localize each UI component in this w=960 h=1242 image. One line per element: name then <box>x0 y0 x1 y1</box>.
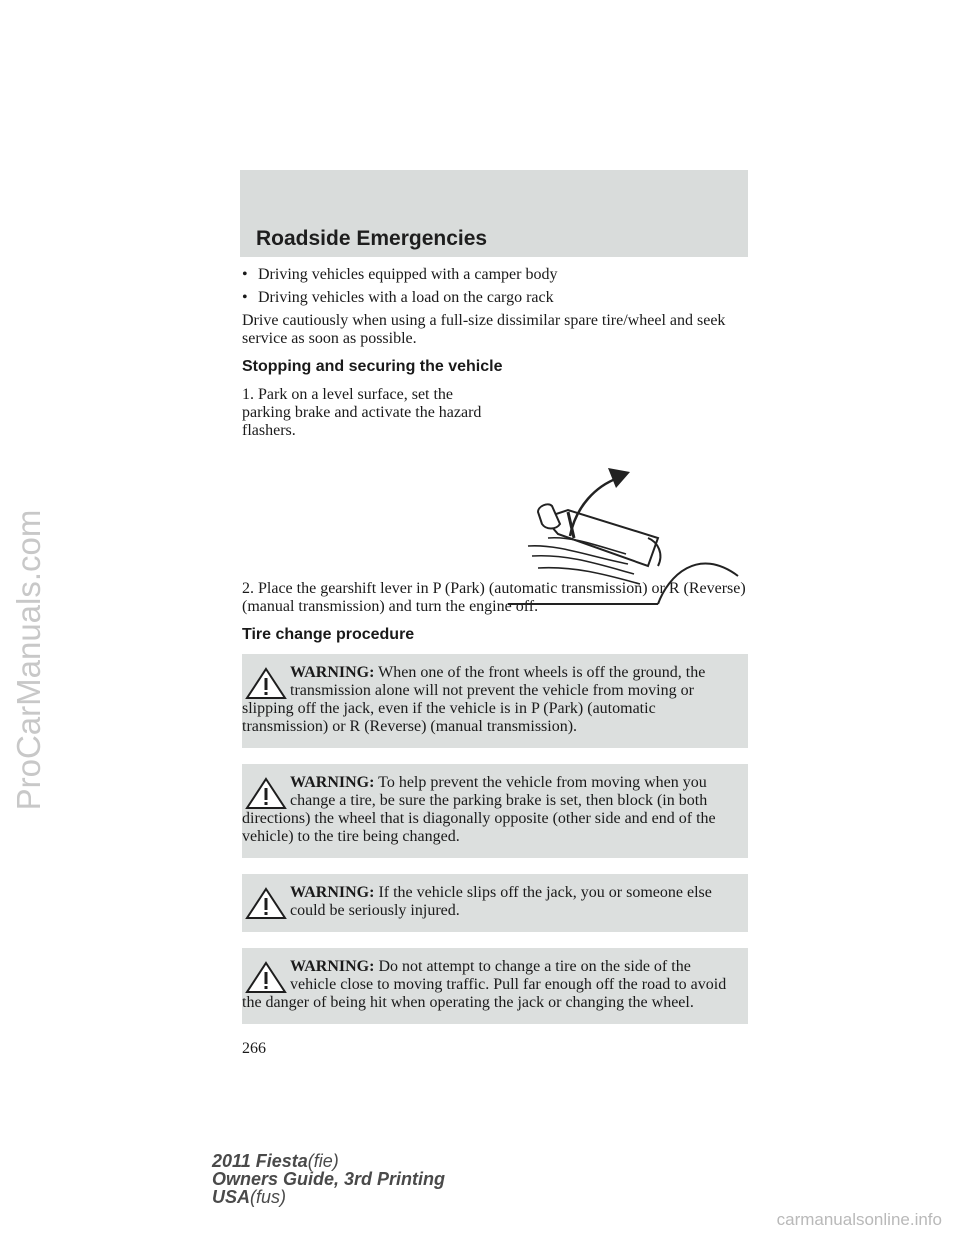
bullet-item <box>242 266 748 284</box>
bullet-dot: • <box>242 266 248 283</box>
bullet-item <box>242 289 748 307</box>
footer-model: 2011 Fiesta <box>212 1151 308 1171</box>
warning-box <box>242 874 748 932</box>
warning-box <box>242 764 748 858</box>
bullet-text: Driving vehicles with a load on the cargo rack <box>258 289 554 306</box>
side-watermark-text: ProCarManuals.com <box>10 509 47 811</box>
warning-triangle-icon <box>242 776 290 810</box>
step1-row <box>242 386 748 580</box>
section-title: Roadside Emergencies <box>256 227 488 250</box>
page-content <box>242 266 748 1058</box>
heading-stopping: Stopping and securing the vehicle <box>242 358 503 375</box>
warning-text-continued: slipping off the jack, even if the vehicle is in P (Park) (automatic transmission) or R (Reverse) (manual transmission). <box>242 700 656 735</box>
parking-brake-lever-icon <box>508 426 748 606</box>
warning-text-continued: avoid the danger of being hit when operating the jack or changing the wheel. <box>242 976 727 1011</box>
warning-label: WARNING: <box>290 664 375 681</box>
step2-text: 2. Place the gearshift lever in P (Park) (automatic transmission) or R (Reverse) (manual transmission) and turn the engine off. <box>242 580 746 615</box>
warning-text-continued: both directions) the wheel that is diagonally opposite (other side and end of the vehicle) to the tire being changed. <box>242 792 716 845</box>
page-number: 266 <box>242 1040 266 1057</box>
warning-triangle-icon <box>242 666 290 700</box>
bullet-text: Driving vehicles equipped with a camper body <box>258 266 558 283</box>
warning-box <box>242 948 748 1024</box>
warning-text: To help prevent the vehicle from moving when you change a tire, be sure the parking brake is set, then block (in <box>290 774 707 809</box>
warning-text: Do not attempt to change a tire on the side of the vehicle close to moving traffic. Pull far enough off the road to <box>290 958 691 993</box>
warning-box <box>242 654 748 748</box>
intro-paragraph: Drive cautiously when using a full-size dissimilar spare tire/wheel and seek service as soon as possible. <box>242 312 726 347</box>
footer-model-code: (fie) <box>307 1151 339 1171</box>
warning-triangle-icon <box>242 886 290 920</box>
footer-market: USA <box>212 1187 251 1207</box>
warning-text: When one of the front wheels is off the ground, the transmission alone will not prevent the vehicle from moving or <box>290 664 706 699</box>
warning-text: If the vehicle slips off the jack, you or someone else could be seriously injured. <box>290 884 712 919</box>
bottom-watermark: carmanualsonline.info <box>776 1210 942 1229</box>
warning-label: WARNING: <box>290 774 375 791</box>
section-header-bar <box>240 170 748 257</box>
warning-label: WARNING: <box>290 958 375 975</box>
step1-text: 1. Park on a level surface, set the parking brake and activate the hazard flashers. <box>242 386 482 439</box>
footer-guide: Owners Guide, 3rd Printing <box>212 1169 446 1189</box>
warning-label: WARNING: <box>290 884 375 901</box>
warning-triangle-icon <box>242 960 290 994</box>
document-footer <box>212 1152 445 1206</box>
footer-market-code: (fus) <box>250 1187 287 1207</box>
heading-tire-change: Tire change procedure <box>242 626 415 643</box>
bullet-dot: • <box>242 289 248 306</box>
